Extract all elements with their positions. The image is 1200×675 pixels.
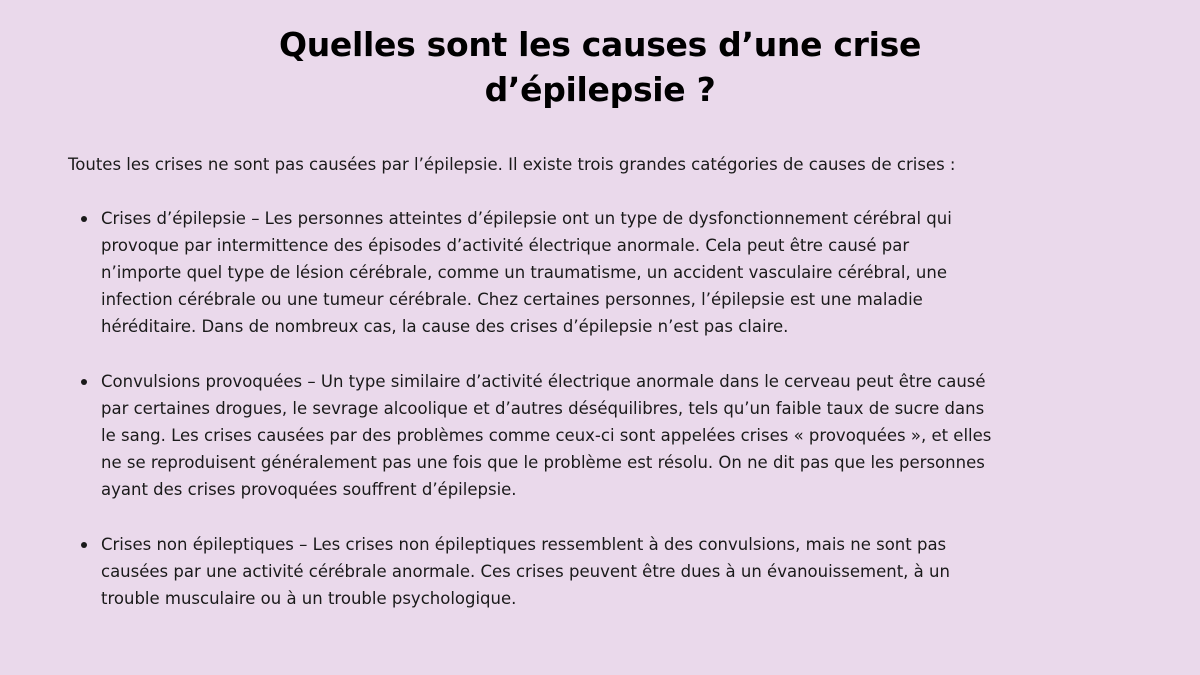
list-item	[78, 205, 1148, 340]
bullet-icon	[81, 379, 87, 385]
page-title-line: Quelles sont les causes d’une crise	[278, 25, 922, 64]
text-line: causées par une activité cérébrale anormale. Ces crises peuvent être dues à un évanouissement, à un	[101, 562, 950, 581]
list-item	[78, 368, 1148, 503]
causes-list	[78, 205, 1148, 640]
text-line: Crises non épileptiques – Les crises non épileptiques ressemblent à des convulsions, mais ne sont pas	[101, 535, 947, 554]
page-title	[0, 22, 1200, 112]
list-item-text	[101, 205, 1148, 340]
list-item-text	[101, 531, 1148, 612]
text-line: Convulsions provoquées – Un type similaire d’activité électrique anormale dans le cerveau peut être causé	[101, 372, 986, 391]
text-line: par certaines drogues, le sevrage alcoolique et d’autres déséquilibres, tels qu’un faible taux de sucre dans	[101, 399, 985, 418]
text-line: ne se reproduisent généralement pas une fois que le problème est résolu. On ne dit pas que les personnes	[101, 453, 985, 472]
text-line: ayant des crises provoquées souffrent d’épilepsie.	[101, 480, 517, 499]
text-line: provoque par intermittence des épisodes d’activité électrique anormale. Cela peut être causé par	[101, 236, 910, 255]
list-item	[78, 531, 1148, 612]
text-line: héréditaire. Dans de nombreux cas, la cause des crises d’épilepsie n’est pas claire.	[101, 317, 789, 336]
text-line: le sang. Les crises causées par des problèmes comme ceux-ci sont appelées crises « provoquées », et elles	[101, 426, 992, 445]
bullet-icon	[81, 542, 87, 548]
intro-paragraph: Toutes les crises ne sont pas causées par l’épilepsie. Il existe trois grandes catégories de causes de crises :	[68, 155, 956, 174]
bullet-icon	[81, 216, 87, 222]
text-line: infection cérébrale ou une tumeur cérébrale. Chez certaines personnes, l’épilepsie est une maladie	[101, 290, 923, 309]
text-line: trouble musculaire ou à un trouble psychologique.	[101, 589, 517, 608]
list-item-text	[101, 368, 1148, 503]
text-line: Crises d’épilepsie – Les personnes atteintes d’épilepsie ont un type de dysfonctionnement cérébral qui	[101, 209, 952, 228]
text-line: n’importe quel type de lésion cérébrale, comme un traumatisme, un accident vasculaire cérébral, une	[101, 263, 948, 282]
page-title-line: d’épilepsie ?	[484, 70, 716, 109]
